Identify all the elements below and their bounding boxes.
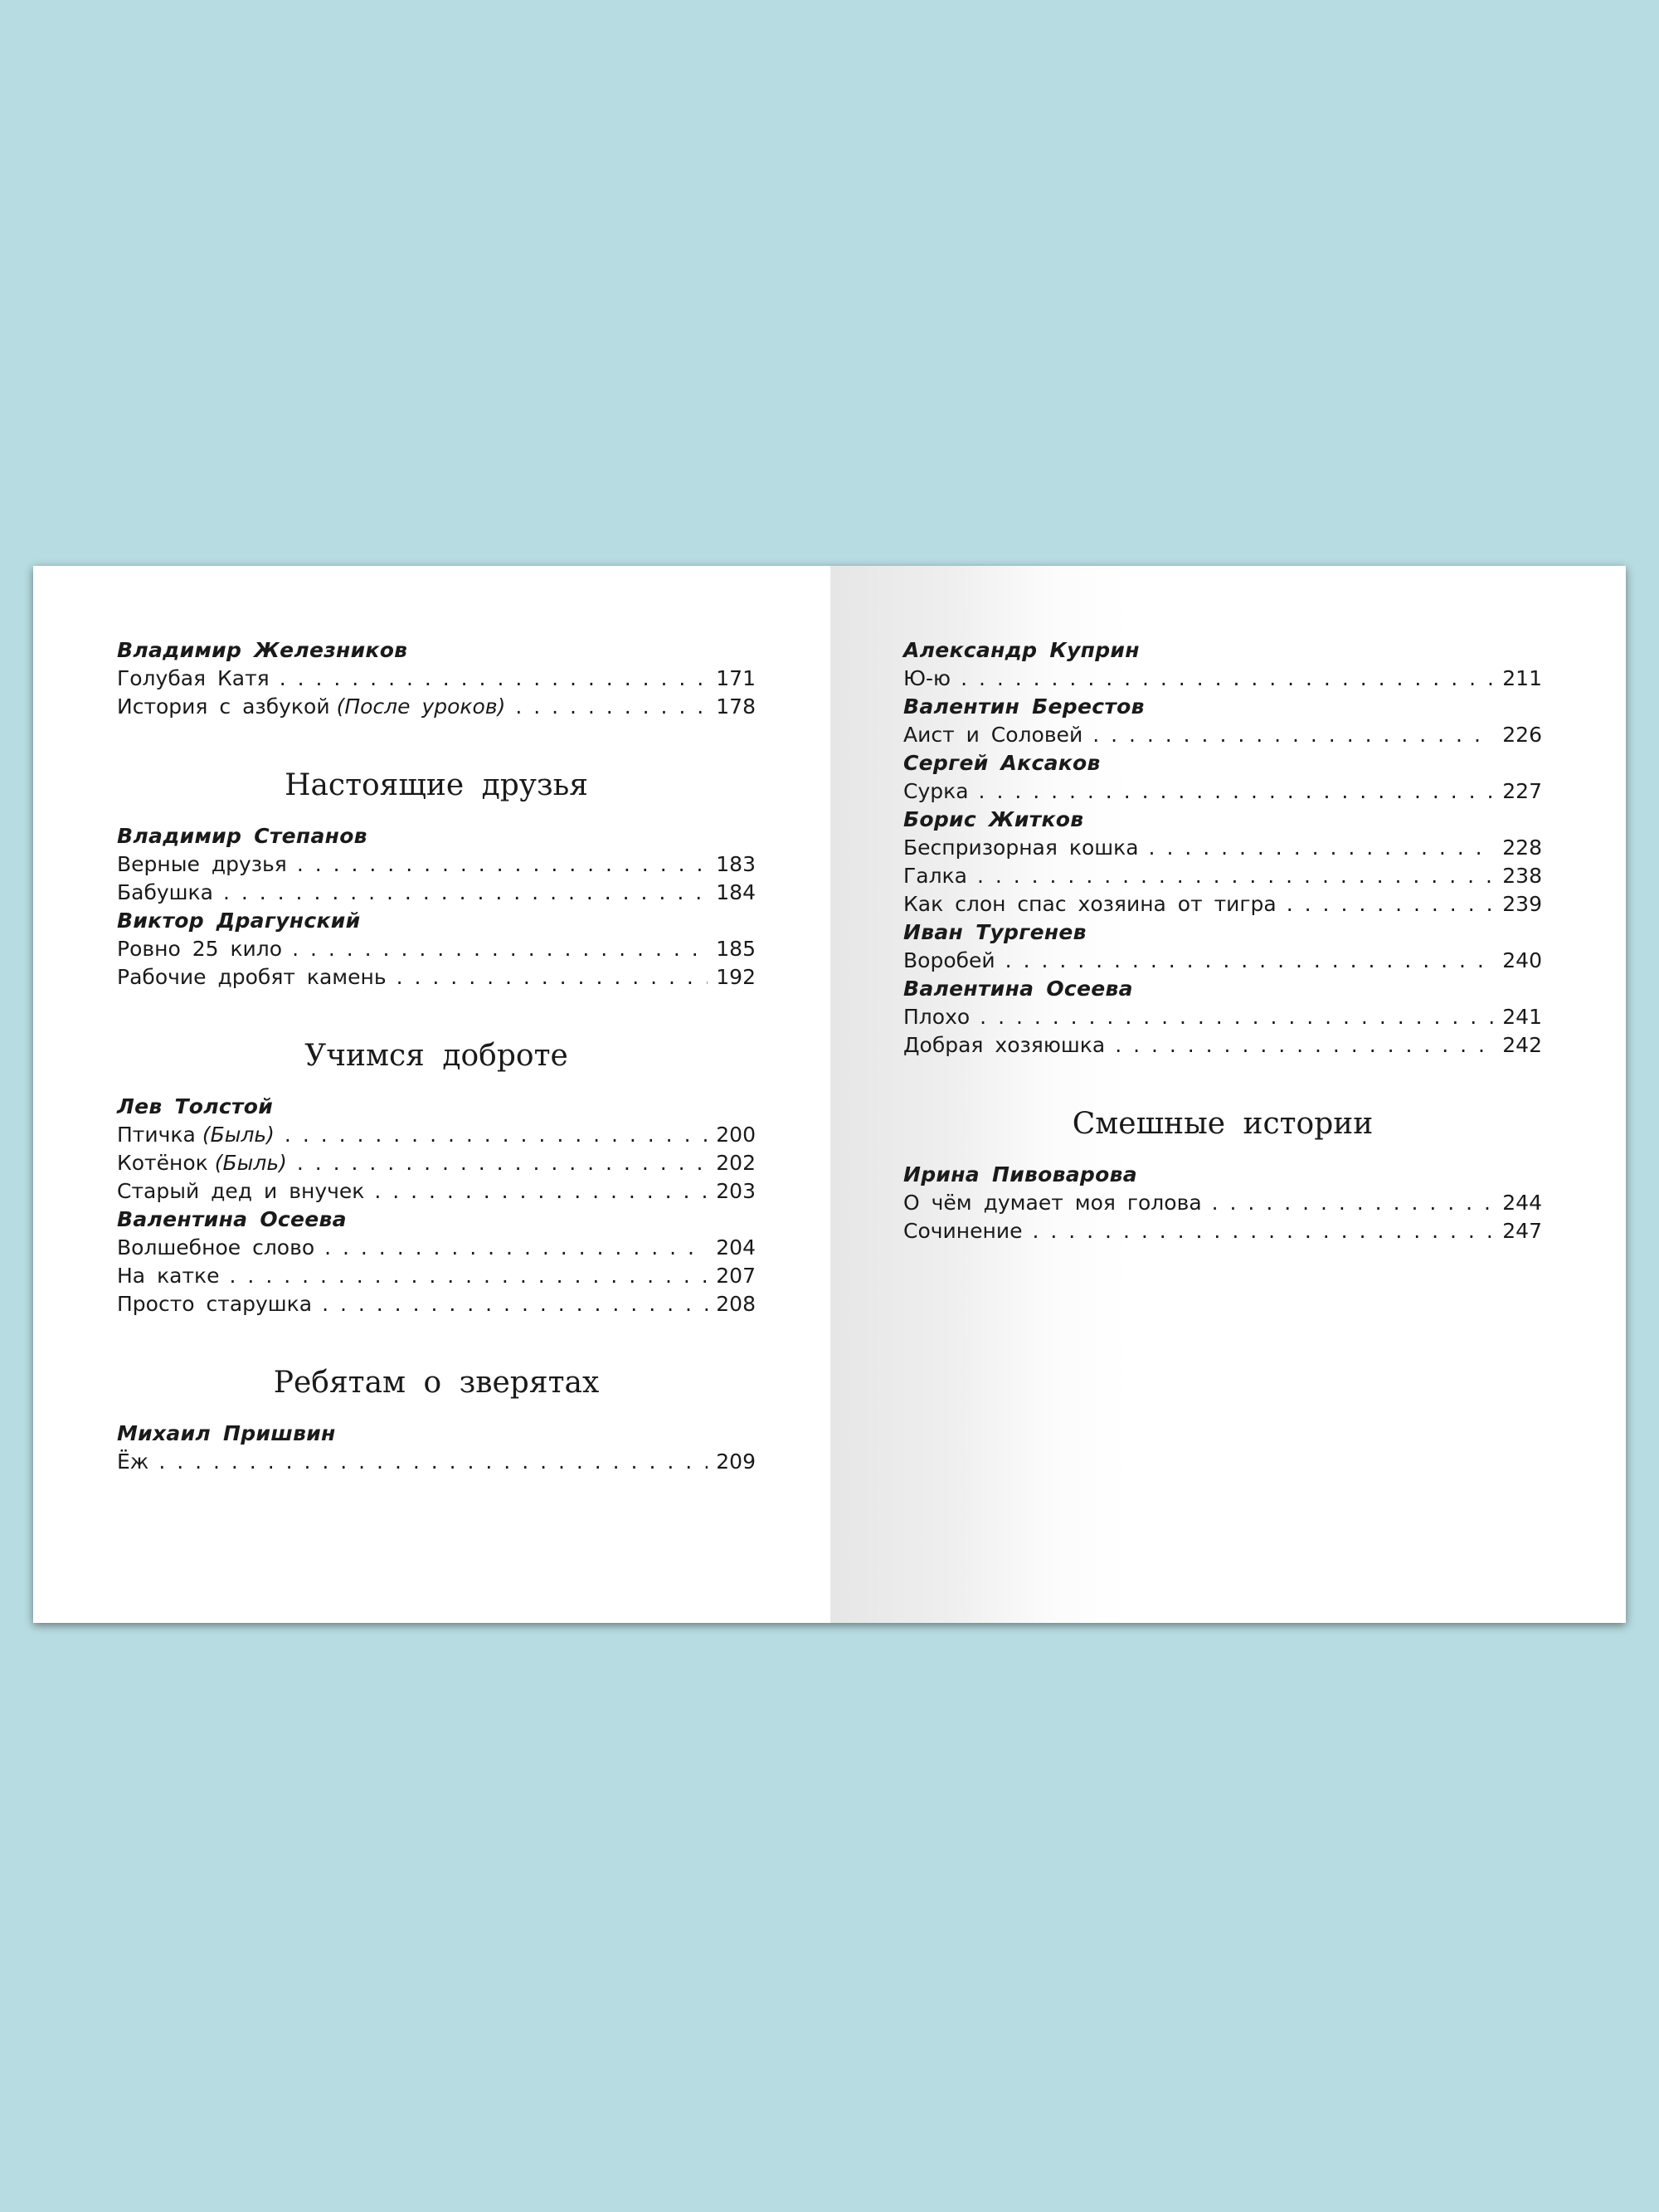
author-name: Лев Толстой [117,1094,274,1118]
author-name: Борис Житков [903,807,1084,831]
page-number: 242 [1502,1033,1542,1057]
author-name: Михаил Пришвин [117,1421,336,1445]
page-number: 238 [1502,864,1542,888]
page-number: 247 [1502,1219,1542,1243]
entry-title [117,935,292,963]
entry-title [117,1262,230,1290]
page-number: 208 [716,1292,756,1316]
page-number: 202 [716,1151,756,1175]
author-name: Владимир Железников [117,638,408,662]
dot-leader [1005,947,1495,975]
dot-leader [980,1003,1494,1031]
dot-leader [292,935,708,963]
toc-entry [903,721,1542,749]
dot-leader [979,777,1495,806]
entry-title [903,862,977,890]
entry-title [117,1149,297,1177]
dot-leader [223,879,708,907]
entry-title [903,1031,1115,1060]
toc-entry [903,862,1542,890]
page-number: 207 [716,1264,756,1288]
dot-leader [961,665,1494,693]
entry-title-text: На катке [117,1264,220,1288]
entry-title [117,1121,285,1149]
entry-title-text: Верные друзья [117,852,287,876]
entry-title-text: Добрая хозяюшка [903,1033,1106,1057]
page-number: 192 [716,965,756,989]
entry-title-text: Аист и Соловей [903,723,1083,747]
page-number: 209 [716,1449,756,1474]
page-number: 240 [1502,948,1542,972]
entry-title [903,1217,1032,1245]
entry-title [117,1177,374,1206]
dot-leader [297,1149,708,1177]
dot-leader [322,1290,708,1318]
entry-title-text: Птичка [117,1123,196,1147]
section-title: Ребятам о зверятах [273,1366,600,1400]
toc-entry [903,947,1542,975]
entry-title [117,879,223,907]
entry-title [903,834,1149,862]
entry-subtitle: (После уроков) [336,694,506,719]
entry-subtitle: (Быль) [202,1123,275,1147]
toc-entry [117,879,756,907]
page-number: 226 [1502,723,1542,747]
entry-title-text: Просто старушка [117,1292,313,1316]
toc-entry [117,935,756,963]
section-title: Смешные истории [1072,1107,1374,1141]
page-number: 184 [716,880,756,904]
dot-leader [397,963,708,992]
toc-entry [117,1262,756,1290]
entry-title-text: Воробей [903,948,995,972]
page-number: 183 [716,852,756,876]
entry-title-text: Бабушка [117,880,213,904]
toc-entry [903,834,1542,862]
entry-title [117,963,397,992]
dot-leader [515,693,708,721]
entry-title-text: История с азбукой [117,694,330,719]
entry-title-text: Рабочие дробят камень [117,965,387,989]
entry-title [903,721,1092,749]
entry-title-text: Сочинение [903,1219,1023,1243]
right-toc-column [903,636,1542,1245]
toc-entry [117,1149,756,1177]
author-name: Валентин Берестов [903,694,1145,719]
entry-title [117,850,297,879]
dot-leader [230,1262,708,1290]
toc-entry [117,1234,756,1262]
toc-entry [117,1177,756,1206]
left-toc-column [117,636,756,1476]
dot-leader [1149,834,1495,862]
page-number: 211 [1502,666,1542,690]
entry-title [903,665,961,693]
dot-leader [977,862,1494,890]
dot-leader [1287,890,1495,918]
entry-title [117,693,515,721]
toc-entry [903,890,1542,918]
entry-title-text: Голубая Катя [117,666,270,690]
entry-title [903,1189,1212,1217]
page-number: 244 [1502,1191,1542,1215]
author-name: Валентина Осеева [903,977,1133,1001]
dot-leader [1115,1031,1494,1060]
entry-title [903,890,1287,918]
author-name: Сергей Аксаков [903,751,1101,775]
entry-title-text: Ю-ю [903,666,951,690]
toc-entry [903,665,1542,693]
entry-title [903,777,979,806]
section-title: Настоящие друзья [285,768,588,802]
dot-leader [1092,721,1494,749]
entry-title [903,947,1005,975]
entry-title [903,1003,980,1031]
author-name: Александр Куприн [903,638,1140,662]
left-page [33,566,830,1623]
toc-entry [903,1189,1542,1217]
dot-leader [297,850,708,879]
page-number: 178 [716,694,756,719]
page-number: 203 [716,1179,756,1203]
toc-entry [903,1003,1542,1031]
page-number: 227 [1502,779,1542,803]
entry-title [117,1290,322,1318]
entry-title-text: Старый дед и внучек [117,1179,365,1203]
book-spread [33,566,1626,1623]
author-name: Владимир Степанов [117,824,367,848]
page-number: 239 [1502,892,1542,916]
right-page [830,566,1626,1623]
page-number: 171 [716,666,756,690]
entry-title-text: Галка [903,864,967,888]
page-number: 241 [1502,1005,1542,1029]
toc-entry [117,1290,756,1318]
toc-entry [117,1121,756,1149]
page-number: 200 [716,1123,756,1147]
page-number: 185 [716,937,756,961]
toc-entry [117,1448,756,1476]
entry-title [117,1234,324,1262]
toc-entry [903,1031,1542,1060]
entry-subtitle: (Быль) [214,1151,287,1175]
entry-title-text: Ровно 25 кило [117,937,283,961]
entry-title-text: Плохо [903,1005,971,1029]
toc-entry [117,850,756,879]
toc-entry [117,963,756,992]
toc-entry [903,777,1542,806]
toc-entry [117,693,756,721]
author-name: Ирина Пивоварова [903,1162,1137,1186]
entry-title [117,1448,158,1476]
dot-leader [280,665,708,693]
toc-entry [903,1217,1542,1245]
dot-leader [1032,1217,1494,1245]
dot-leader [285,1121,708,1149]
entry-title-text: Ёж [117,1449,149,1474]
author-name: Иван Тургенев [903,920,1087,944]
entry-title-text: О чём думает моя голова [903,1191,1202,1215]
page-number: 228 [1502,836,1542,860]
entry-title-text: Волшебное слово [117,1235,315,1259]
page-number: 204 [716,1235,756,1259]
entry-title-text: Беспризорная кошка [903,836,1139,860]
entry-title-text: Сурка [903,779,969,803]
dot-leader [158,1448,708,1476]
author-name: Виктор Драгунский [117,909,361,933]
entry-title-text: Котёнок [117,1151,208,1175]
toc-entry [117,665,756,693]
dot-leader [374,1177,708,1206]
entry-title-text: Как слон спас хозяина от тигра [903,892,1277,916]
dot-leader [324,1234,708,1262]
author-name: Валентина Осеева [117,1207,347,1231]
dot-leader [1212,1189,1495,1217]
section-title: Учимся доброте [304,1039,568,1073]
entry-title [117,665,280,693]
